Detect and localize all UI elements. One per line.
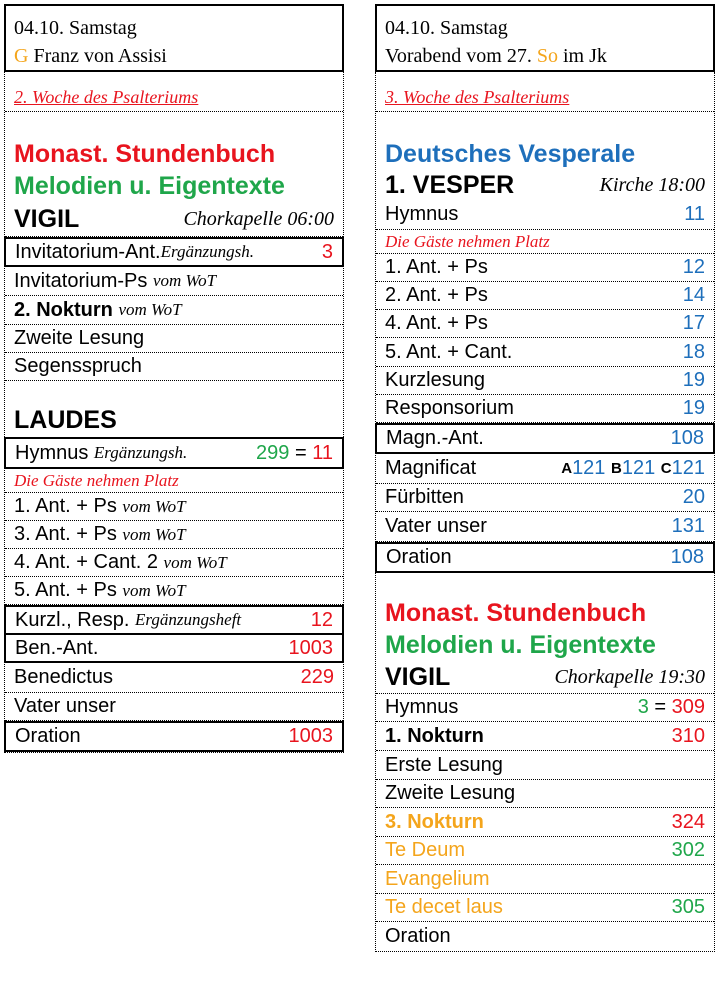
right-magnificat-c-num: 121	[671, 457, 705, 479]
right-vater-row	[376, 512, 714, 542]
left-invit-ant-num: 3	[321, 240, 333, 263]
right-responsorium-row	[376, 395, 714, 423]
right-vigil-row	[376, 661, 714, 694]
right-magnificat-b: B	[611, 460, 622, 477]
left-ant4-row	[5, 549, 343, 577]
right-magnificat-row	[376, 454, 714, 484]
right-vigil-hymnus-num-a: 3	[637, 696, 649, 718]
right-spacer2	[376, 573, 714, 597]
right-vorabend-rank: So	[536, 45, 558, 67]
left-ben-ant-label: Ben.-Ant.	[15, 636, 99, 659]
left-nokturn-row	[5, 296, 343, 325]
left-ant5-row	[5, 577, 343, 605]
left-spacer2	[5, 381, 343, 403]
left-feast: Franz von Assisi	[33, 45, 167, 67]
right-oration-num: 108	[670, 546, 704, 568]
right-date-header	[375, 4, 715, 72]
right-ant4-num: 17	[682, 312, 705, 334]
right-vigil-title: VIGIL	[385, 662, 451, 691]
left-ben-ant-row	[4, 633, 344, 663]
left-ant4-source: vom WoT	[163, 552, 227, 572]
right-ant5-row	[376, 338, 714, 367]
right-week: 3. Woche des Psalteriums	[385, 87, 570, 107]
right-ant4-label: 4. Ant. + Ps	[385, 312, 488, 334]
right-fuerbitten-row	[376, 484, 714, 512]
right-erste-lesung: Erste Lesung	[376, 751, 714, 780]
right-magnificat-b-num: 121	[621, 457, 656, 479]
right-vesper-title: 1. VESPER	[385, 170, 515, 199]
right-guests-row	[376, 230, 714, 254]
left-oration-row	[4, 721, 344, 752]
left-vigil-row	[5, 202, 343, 237]
left-invit-ant-label: Invitatorium-Ant.	[15, 240, 161, 263]
left-guests: Die Gäste nehmen Platz	[14, 470, 179, 490]
right-vigil-place: Chorkapelle 19:30	[554, 665, 705, 688]
right-vesper-place: Kirche 18:00	[599, 173, 705, 196]
left-zweite-lesung: Zweite Lesung	[5, 325, 343, 353]
left-laudes-title: LAUDES	[14, 405, 117, 434]
left-vater-unser: Vater unser	[5, 693, 343, 721]
right-magnificat-a-num: 121	[572, 457, 606, 479]
right-ant2-row	[376, 282, 714, 310]
right-te-decet-row	[376, 894, 714, 922]
left-nokturn-source: vom WoT	[118, 300, 182, 319]
left-segensspruch: Segensspruch	[5, 353, 343, 381]
left-invit-ps-source: vom WoT	[152, 271, 217, 290]
right-nokturn1-label: 1. Nokturn	[385, 724, 484, 747]
left-kurzl-label: Kurzl., Resp.	[15, 608, 130, 631]
right-book1: Monast. Stundenbuch	[385, 598, 647, 627]
right-schedule	[375, 72, 715, 952]
right-ant2-num: 14	[682, 284, 705, 306]
right-hymnus-row	[376, 200, 714, 230]
right-hymnus-num: 11	[684, 203, 705, 225]
right-te-deum-row	[376, 837, 714, 865]
left-schedule	[4, 72, 344, 753]
left-hymnus-row	[4, 437, 344, 469]
right-ant5-label: 5. Ant. + Cant.	[385, 340, 513, 363]
right-te-deum-num: 302	[671, 839, 705, 861]
right-magnificat-c: C	[660, 460, 672, 477]
right-te-decet-label: Te decet laus	[385, 896, 503, 918]
left-ant4-label: 4. Ant. + Cant. 2	[14, 551, 158, 573]
left-ben-ant-num: 1003	[288, 636, 333, 659]
right-responsorium-label: Responsorium	[385, 397, 514, 419]
right-nokturn3-num: 324	[671, 810, 705, 833]
right-oration-row	[375, 542, 715, 573]
right-ant1-row	[376, 254, 714, 282]
left-benedictus-num: 229	[300, 666, 334, 688]
right-te-deum-label: Te Deum	[385, 839, 466, 861]
left-vigil-place: Chorkapelle 06:00	[183, 207, 334, 230]
left-book1: Monast. Stundenbuch	[14, 139, 276, 168]
right-zweite-lesung: Zweite Lesung	[376, 780, 714, 808]
right-vigil-hymnus-num-b: 309	[671, 696, 705, 718]
right-magnificat-a: A	[561, 460, 573, 477]
left-book2: Melodien u. Eigentexte	[14, 171, 285, 200]
left-ant1-label: 1. Ant. + Ps	[14, 495, 117, 517]
left-ant3-label: 3. Ant. + Ps	[14, 523, 117, 545]
right-kurzlesung-label: Kurzlesung	[385, 369, 486, 391]
right-vorabend-pre: Vorabend vom 27.	[385, 45, 532, 67]
right-vigil-hymnus-label: Hymnus	[385, 696, 459, 718]
left-invit-ant-row	[4, 237, 344, 267]
right-fuerbitten-num: 20	[682, 486, 705, 508]
right-vigil-hymnus-eq: =	[654, 696, 667, 718]
left-hymnus-num-a: 299	[256, 441, 290, 464]
left-invit-ps-row	[5, 267, 343, 296]
left-oration-label: Oration	[15, 725, 81, 747]
right-guests: Die Gäste nehmen Platz	[385, 231, 550, 251]
right-vigil-hymnus-row	[376, 694, 714, 722]
left-vigil-title: VIGIL	[14, 204, 80, 233]
right-evangelium: Evangelium	[385, 867, 490, 890]
right-vater-label: Vater unser	[385, 515, 487, 537]
left-week: 2. Woche des Psalteriums	[14, 87, 199, 107]
left-benedictus-row	[5, 663, 343, 693]
left-kurzl-row	[4, 605, 344, 635]
right-ant1-num: 12	[682, 256, 705, 278]
right-vorabend-post: im Jk	[562, 45, 607, 67]
left-benedictus-label: Benedictus	[14, 666, 113, 688]
right-evangelium-row	[376, 865, 714, 894]
right-hymnus-label: Hymnus	[385, 203, 459, 225]
left-date-header	[4, 4, 344, 72]
left-column	[4, 4, 344, 753]
left-ant5-label: 5. Ant. + Ps	[14, 579, 117, 601]
left-week-row	[5, 72, 343, 112]
left-hymnus-label: Hymnus	[15, 441, 89, 464]
right-magn-ant-num: 108	[670, 427, 704, 449]
right-vater-num: 131	[671, 515, 705, 537]
left-spacer	[5, 112, 343, 138]
left-ant1-source: vom WoT	[122, 496, 186, 516]
right-responsorium-num: 19	[682, 397, 705, 419]
left-ant5-source: vom WoT	[122, 580, 186, 600]
right-nokturn3-row	[376, 808, 714, 837]
right-vesper-row	[376, 170, 714, 200]
right-magn-ant-label: Magn.-Ant.	[386, 427, 484, 449]
right-nokturn3-label: 3. Nokturn	[385, 810, 484, 833]
right-week-row	[376, 72, 714, 112]
left-oration-num: 1003	[288, 725, 333, 747]
right-kurzlesung-row	[376, 367, 714, 395]
right-ant2-label: 2. Ant. + Ps	[385, 284, 488, 306]
left-guests-row	[5, 469, 343, 493]
right-nokturn1-num: 310	[671, 724, 705, 747]
right-book: Deutsches Vesperale	[385, 139, 636, 168]
right-column	[375, 4, 715, 952]
left-rank: G	[14, 45, 29, 67]
right-oration2: Oration	[385, 925, 451, 947]
right-ant4-row	[376, 310, 714, 338]
right-te-decet-num: 305	[671, 896, 705, 918]
right-spacer	[376, 112, 714, 138]
right-book2: Melodien u. Eigentexte	[385, 630, 656, 659]
right-fuerbitten-label: Fürbitten	[385, 486, 464, 508]
left-hymnus-eq: =	[294, 441, 307, 464]
right-ant1-label: 1. Ant. + Ps	[385, 256, 488, 278]
left-kurzl-source: Ergänzungsheft	[135, 610, 242, 629]
right-date: 04.10. Samstag	[385, 17, 508, 39]
right-magn-ant-row	[375, 423, 715, 454]
left-date: 04.10. Samstag	[14, 17, 137, 39]
left-nokturn-label: 2. Nokturn	[14, 298, 113, 321]
left-ant1-row	[5, 493, 343, 521]
left-invit-ant-source: Ergänzungsh.	[160, 242, 254, 261]
right-oration-label: Oration	[386, 546, 452, 568]
left-ant3-source: vom WoT	[122, 524, 186, 544]
right-kurzlesung-num: 19	[682, 369, 705, 391]
left-kurzl-num: 12	[310, 608, 333, 631]
left-hymnus-source: Ergänzungsh.	[93, 443, 188, 462]
right-magnificat-label: Magnificat	[385, 457, 477, 479]
right-ant5-num: 18	[682, 340, 705, 363]
left-ant3-row	[5, 521, 343, 549]
left-hymnus-num-b: 11	[312, 441, 333, 464]
left-invit-ps-label: Invitatorium-Ps	[14, 269, 148, 292]
right-nokturn1-row	[376, 722, 714, 751]
